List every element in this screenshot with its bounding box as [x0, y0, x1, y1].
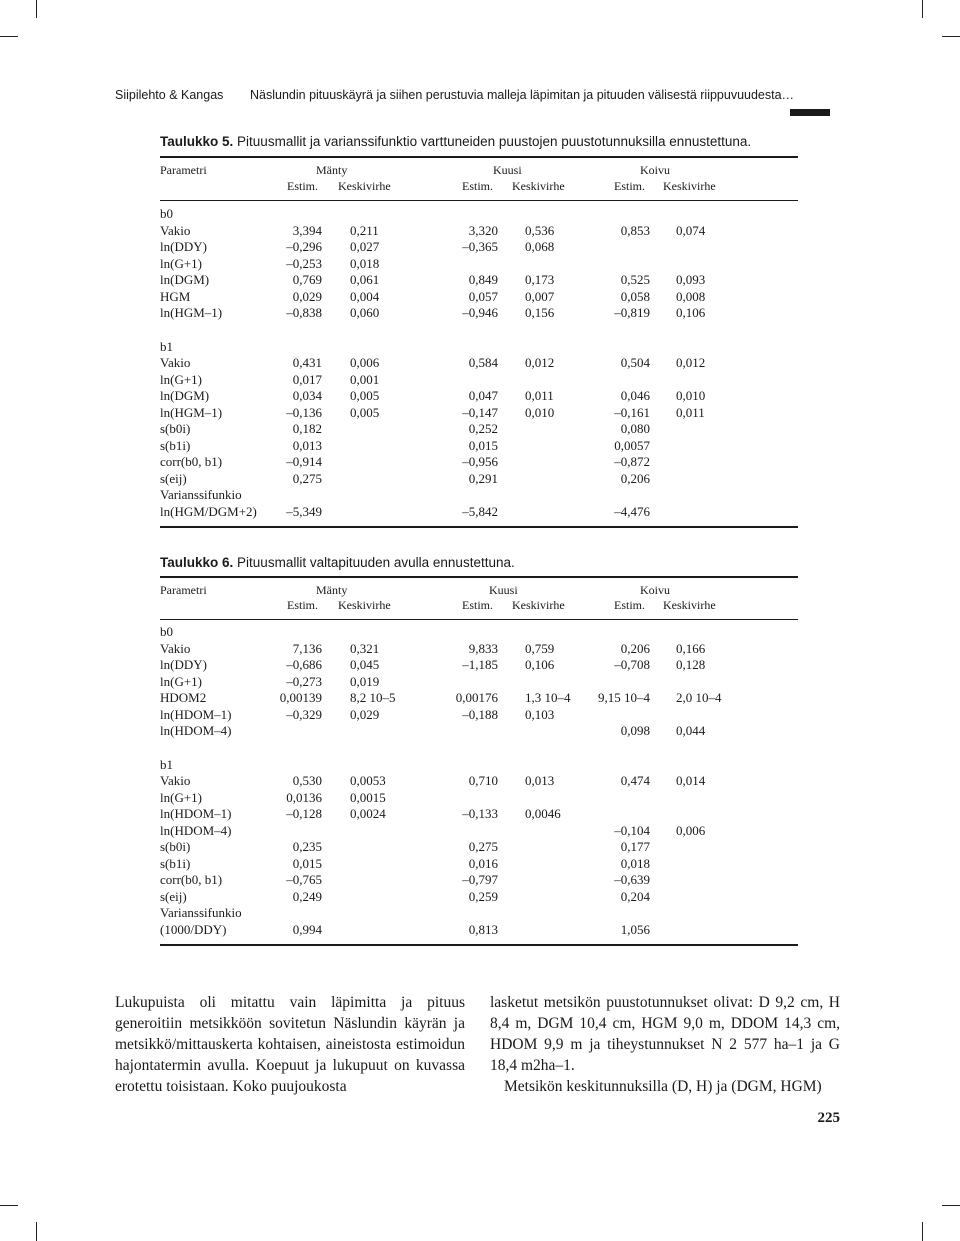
crop-mark: [0, 1205, 18, 1206]
table5-b0-label: b0: [160, 206, 173, 221]
table-cell: 9,833: [468, 640, 498, 656]
table-cell: 0,206: [620, 640, 650, 656]
table-cell: –0,956: [462, 454, 498, 469]
table-cell: –0,147: [462, 404, 498, 420]
table6-species-header: Koivu: [640, 583, 670, 597]
table-cell: 0,004: [350, 288, 380, 304]
row-label: HDOM2: [160, 690, 207, 705]
table-row: [160, 454, 800, 471]
table-cell: 0,093: [676, 272, 706, 287]
table-cell: –0,639: [614, 872, 650, 887]
table-cell: 0,034: [292, 388, 322, 403]
table-row: [160, 372, 800, 389]
table5-caption: [160, 134, 751, 149]
table-cell: 0,156: [525, 305, 555, 320]
table-row: [160, 823, 800, 840]
table-cell: 0,010: [525, 404, 555, 420]
table-cell: –0,819: [614, 305, 650, 320]
table-cell: 0,029: [350, 706, 380, 722]
table-cell: 0,106: [676, 305, 706, 320]
table6-subheader: Estim.: [614, 598, 646, 612]
table-cell: 2,0 10–4: [676, 690, 722, 705]
row-label: ln(HDOM–1): [160, 806, 232, 821]
table-cell: 0,211: [350, 222, 379, 238]
table5-subheader: Keskivirhe: [663, 179, 716, 193]
table-cell: 0,057: [468, 288, 498, 304]
table6-species-header: Mänty: [316, 583, 348, 597]
header-bar: [790, 109, 830, 116]
table-row: [160, 790, 800, 807]
row-label: s(b1i): [160, 855, 191, 871]
table-cell: –5,349: [286, 503, 322, 519]
table-row: [160, 839, 800, 856]
row-label: s(b0i): [160, 421, 191, 436]
table-row: [160, 223, 800, 240]
row-label: ln(HGM–1): [160, 305, 223, 320]
table-cell: 0,005: [350, 388, 380, 403]
table-cell: 0,994: [292, 921, 322, 937]
table-cell: 0,103: [525, 706, 555, 722]
table-row: [160, 723, 800, 740]
table-cell: 0,058: [620, 288, 650, 304]
table6-b1-rows: [160, 773, 800, 938]
table-cell: 0,177: [620, 839, 650, 854]
body-right-paragraph-2: Metsikön keskitunnuksilla (D, H) ja (DGM, HGM): [504, 1078, 822, 1095]
table-cell: 0,005: [350, 404, 380, 420]
table6-top-rule: [160, 576, 798, 578]
table-row: [160, 707, 800, 724]
table-cell: 0,017: [292, 371, 322, 387]
table-cell: 0,235: [292, 839, 322, 854]
table-cell: 3,394: [292, 222, 322, 238]
table-cell: –0,797: [462, 872, 498, 887]
table-cell: –0,161: [614, 404, 650, 420]
row-label: Varianssifunkio: [160, 487, 242, 502]
row-label: s(b0i): [160, 839, 191, 854]
table-cell: 0,530: [292, 773, 322, 788]
table6-subheader: Keskivirhe: [512, 598, 565, 612]
table-cell: 0,00139: [279, 690, 322, 705]
table6-header-rule: [160, 619, 798, 620]
table-cell: 0,007: [525, 288, 555, 304]
row-label: (1000/DDY): [160, 921, 227, 937]
row-label: s(eij): [160, 470, 187, 486]
row-label: corr(b0, b1): [160, 872, 223, 887]
table-cell: 0,045: [350, 657, 380, 672]
table-cell: 0,0046: [525, 806, 561, 821]
table-cell: –0,765: [286, 872, 322, 887]
table-cell: 0,182: [292, 421, 322, 436]
table-cell: 0,012: [676, 355, 706, 370]
table6-body: [160, 624, 800, 938]
table-cell: 0,015: [468, 437, 498, 453]
table-cell: 0,098: [620, 723, 650, 738]
table-cell: –0,838: [286, 305, 322, 320]
table-cell: 0,080: [620, 421, 650, 436]
table-row: [160, 487, 800, 504]
table-row: [160, 272, 800, 289]
table-cell: 0,849: [468, 272, 498, 287]
row-label: ln(HDOM–4): [160, 822, 232, 838]
table-cell: 0,0053: [350, 773, 386, 788]
table-row: [160, 872, 800, 889]
table6-b0-rows: [160, 641, 800, 740]
table-cell: 0,525: [620, 272, 650, 287]
crop-mark: [36, 0, 37, 18]
table-row: [160, 773, 800, 790]
table-cell: 0,252: [468, 421, 498, 436]
table-cell: 0,204: [620, 888, 650, 904]
table-cell: 0,019: [350, 673, 380, 689]
row-label: ln(G+1): [160, 673, 202, 689]
row-label: ln(DGM): [160, 388, 210, 403]
table-cell: 0,173: [525, 272, 555, 287]
table-cell: –0,253: [286, 255, 322, 271]
table5-subheader: Keskivirhe: [512, 179, 565, 193]
table-cell: 0,275: [292, 470, 322, 486]
crop-mark: [922, 0, 923, 18]
table6-label: Taulukko 6.: [160, 555, 234, 570]
row-label: Varianssifunkio: [160, 905, 242, 920]
table-cell: 0,001: [350, 371, 380, 387]
table-row: [160, 889, 800, 906]
table-row: [160, 641, 800, 658]
table-cell: 0,0024: [350, 806, 386, 821]
row-label: ln(DDY): [160, 239, 207, 254]
table5-label: Taulukko 5.: [160, 134, 234, 149]
table5-param-header: Parametri: [160, 163, 207, 177]
table-cell: –0,128: [286, 806, 322, 821]
table-row: [160, 438, 800, 455]
table-cell: 0,061: [350, 272, 380, 287]
table-cell: 0,166: [676, 640, 706, 656]
table-cell: 0,00176: [455, 690, 498, 705]
table-cell: –0,296: [286, 239, 322, 254]
table-cell: –0,329: [286, 706, 322, 722]
crop-mark: [942, 36, 960, 37]
row-label: s(b1i): [160, 437, 191, 453]
table-cell: 0,249: [292, 888, 322, 904]
table-cell: 0,006: [676, 822, 706, 838]
crop-mark: [942, 1205, 960, 1206]
table6-species-header: Kuusi: [489, 583, 518, 597]
row-label: s(eij): [160, 888, 187, 904]
table-cell: 0,759: [525, 640, 555, 656]
row-label: ln(DGM): [160, 272, 210, 287]
table-row: [160, 305, 800, 322]
table-cell: 0,584: [468, 355, 498, 370]
table-cell: 0,029: [292, 288, 322, 304]
row-label: Vakio: [160, 773, 191, 788]
table-cell: 0,275: [468, 839, 498, 854]
table-cell: 0,016: [468, 855, 498, 871]
table-row: [160, 504, 800, 521]
table-cell: 0,027: [350, 239, 380, 254]
table6-caption-text: Pituusmallit valtapituuden avulla ennustettuna.: [237, 555, 515, 570]
table-cell: –0,188: [462, 706, 498, 722]
table-row: [160, 471, 800, 488]
table5-bottom-rule: [160, 526, 798, 528]
table-cell: 0,018: [620, 855, 650, 871]
table-row: [160, 922, 800, 939]
table-cell: 0,431: [292, 355, 322, 370]
table-cell: –0,104: [614, 822, 650, 838]
table5-body: [160, 206, 800, 520]
table5-subheader: Estim.: [462, 179, 494, 193]
row-label: Vakio: [160, 355, 191, 370]
table-row: [160, 289, 800, 306]
table-row: [160, 856, 800, 873]
table-row: [160, 421, 800, 438]
table-cell: 0,474: [620, 773, 650, 788]
header-authors: Siipilehto & Kangas: [115, 88, 224, 102]
table-cell: 9,15 10–4: [598, 690, 650, 705]
table-cell: 0,0015: [350, 789, 386, 805]
table-cell: 0,769: [292, 272, 322, 287]
table5-b1-rows: [160, 355, 800, 520]
table-cell: –0,365: [462, 239, 498, 254]
crop-mark: [922, 1222, 923, 1241]
table-cell: –0,273: [286, 673, 322, 689]
table5-caption-text: Pituusmallit ja varianssifunktio varttuneiden puustojen puustotunnuksilla ennustettuna.: [237, 134, 752, 149]
table6-bottom-rule: [160, 944, 798, 946]
table-cell: 0,013: [292, 437, 322, 453]
table-row: [160, 388, 800, 405]
table5-header-rule: [160, 200, 798, 201]
table6-param-header: Parametri: [160, 583, 207, 597]
table-row: [160, 905, 800, 922]
row-label: ln(HDOM–4): [160, 723, 232, 738]
table-cell: 1,3 10–4: [525, 690, 571, 705]
table-cell: 0,011: [525, 388, 554, 403]
table-cell: –0,946: [462, 305, 498, 320]
header-title: Näslundin pituuskäyrä ja siihen perustuvia malleja läpimitan ja pituuden välisestä riippuvuudesta…: [250, 88, 795, 102]
table-row: [160, 239, 800, 256]
row-label: ln(HDOM–1): [160, 706, 232, 722]
table-cell: 0,206: [620, 470, 650, 486]
table-cell: 0,015: [292, 855, 322, 871]
table-cell: –0,914: [286, 454, 322, 469]
running-header: [115, 88, 835, 102]
table6-subheader: Estim.: [287, 598, 319, 612]
table6-b1-label: b1: [160, 756, 173, 772]
crop-mark: [36, 1222, 37, 1241]
table-row: [160, 256, 800, 273]
table-cell: 0,504: [620, 355, 650, 370]
table-cell: 0,010: [676, 388, 706, 403]
body-left-paragraph: Lukupuista oli mitattu vain läpimitta ja pituus generoitiin metsikköön sovitetun Näslundin käyrän ja metsikkö/mittauskerta kohtaisen, aineistosta estimoidun hajontatermin avulla. Koepuut ja lukupuut on kuvassa erotettu toisistaan. Koko puujoukosta: [115, 994, 465, 1095]
table5-subheader: Keskivirhe: [338, 179, 391, 193]
table-cell: 0,013: [525, 773, 555, 788]
table-row: [160, 405, 800, 422]
row-label: corr(b0, b1): [160, 454, 223, 469]
table-cell: –0,133: [462, 806, 498, 821]
table-cell: –1,185: [462, 657, 498, 672]
table-cell: 0,321: [350, 640, 380, 656]
table-cell: 0,008: [676, 288, 706, 304]
table6-subheader: Keskivirhe: [663, 598, 716, 612]
table-cell: 1,056: [620, 921, 650, 937]
table-cell: 0,046: [620, 388, 650, 403]
table6-subheader: Estim.: [462, 598, 494, 612]
table5-species-header: Mänty: [316, 163, 348, 177]
table-cell: 0,106: [525, 657, 555, 672]
row-label: ln(HGM–1): [160, 404, 223, 420]
row-label: HGM: [160, 288, 191, 304]
row-label: ln(G+1): [160, 371, 202, 387]
table-cell: 3,320: [468, 222, 498, 238]
table-cell: 0,014: [676, 773, 706, 788]
table5-species-header: Koivu: [640, 163, 670, 177]
table-cell: 0,018: [350, 255, 380, 271]
table5-subheader: Estim.: [287, 179, 319, 193]
table-cell: 0,813: [468, 921, 498, 937]
table-cell: 0,259: [468, 888, 498, 904]
table5-species-header: Kuusi: [493, 163, 522, 177]
body-right-column: [490, 992, 840, 1097]
row-label: Vakio: [160, 640, 191, 656]
table6-caption: [160, 555, 515, 570]
table-cell: 0,011: [676, 404, 705, 420]
table-cell: –0,136: [286, 404, 322, 420]
table5-b0-rows: [160, 223, 800, 322]
table-cell: 0,012: [525, 355, 555, 370]
table-cell: –5,842: [462, 503, 498, 519]
table-cell: –4,476: [614, 503, 650, 519]
page-number: 225: [817, 1110, 840, 1126]
table-row: [160, 674, 800, 691]
row-label: ln(G+1): [160, 789, 202, 805]
row-label: Vakio: [160, 222, 191, 238]
body-right-paragraph-1: lasketut metsikön puustotunnukset olivat: D 9,2 cm, H 8,4 m, DGM 10,4 cm, HGM 9,0 m, DDOM 14,3 cm, HDOM 9,9 m ja tiheystunnukset N 2 577 ha–1 ja G 18,4 m2ha–1.: [490, 994, 840, 1074]
table-cell: –0,872: [614, 454, 650, 469]
table-cell: 0,0057: [614, 437, 650, 453]
table6-subheader: Keskivirhe: [338, 598, 391, 612]
table-cell: 0,074: [676, 222, 706, 238]
table-cell: 8,2 10–5: [350, 690, 396, 705]
table5-top-rule: [160, 156, 798, 158]
table-cell: 0,044: [676, 723, 706, 738]
table6-b0-label: b0: [160, 624, 173, 639]
table-row: [160, 355, 800, 372]
table-row: [160, 806, 800, 823]
table-cell: 0,536: [525, 222, 555, 238]
table-cell: 0,291: [468, 470, 498, 486]
row-label: ln(G+1): [160, 255, 202, 271]
table-cell: 0,853: [620, 222, 650, 238]
crop-mark: [0, 36, 18, 37]
table-cell: 0,068: [525, 239, 555, 254]
row-label: ln(HGM/DGM+2): [160, 503, 257, 519]
table-cell: 7,136: [292, 640, 322, 656]
table-cell: 0,006: [350, 355, 380, 370]
row-label: ln(DDY): [160, 657, 207, 672]
table-cell: 0,047: [468, 388, 498, 403]
table-cell: –0,686: [286, 657, 322, 672]
table5-b1-label: b1: [160, 338, 173, 354]
table-row: [160, 657, 800, 674]
table5-subheader: Estim.: [614, 179, 646, 193]
table-cell: 0,0136: [286, 789, 322, 805]
table-row: [160, 690, 800, 707]
table-cell: 0,060: [350, 305, 380, 320]
table-cell: 0,128: [676, 657, 706, 672]
table-cell: 0,710: [468, 773, 498, 788]
table-cell: –0,708: [614, 657, 650, 672]
